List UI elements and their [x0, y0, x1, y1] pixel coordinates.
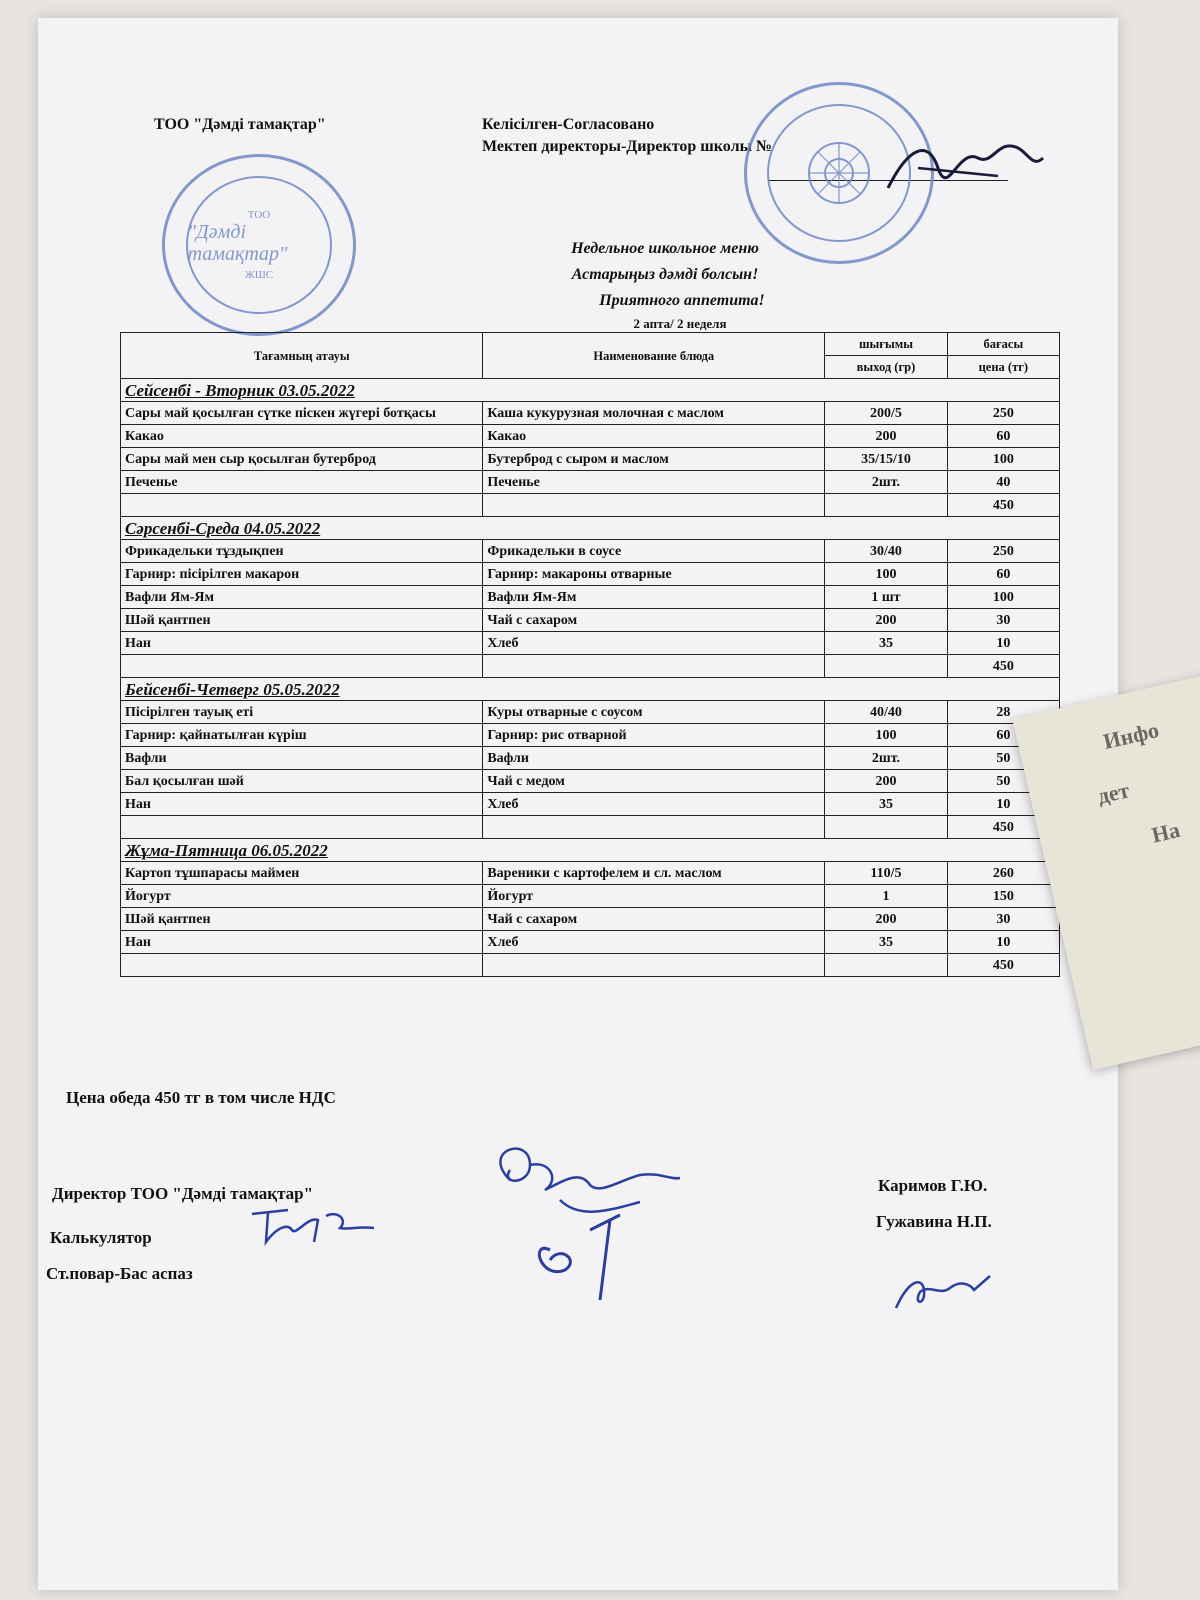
empty-cell: [825, 494, 947, 517]
dish-yield: 200: [825, 908, 947, 931]
table-row: [121, 402, 1060, 425]
empty-cell: [483, 494, 825, 517]
day-title: Жұма-Пятница 06.05.2022: [121, 839, 1060, 862]
dish-price: 10: [947, 793, 1059, 816]
dish-price: 260: [947, 862, 1059, 885]
dish-price: 60: [947, 563, 1059, 586]
day-total-row: [121, 494, 1060, 517]
table-row: [121, 586, 1060, 609]
calculator-signature: [248, 1206, 378, 1250]
dish-yield: 200: [825, 609, 947, 632]
empty-cell: [121, 655, 483, 678]
dish-name-kz: Гарнир: қайнатылған күріш: [121, 724, 483, 747]
price-note: Цена обеда 450 тг в том числе НДС: [66, 1088, 336, 1107]
dish-name-ru: Каша кукурузная молочная с маслом: [483, 402, 825, 425]
dish-name-kz: Фрикадельки тұздықпен: [121, 540, 483, 563]
dish-yield: 35: [825, 793, 947, 816]
dish-name-kz: Вафли Ям-Ям: [121, 586, 483, 609]
table-row: [121, 724, 1060, 747]
day-header-row: [121, 517, 1060, 540]
card-line-1: Инфо: [1100, 717, 1162, 755]
dish-name-kz: Бал қосылған шәй: [121, 770, 483, 793]
header-price-kz: бағасы: [947, 333, 1059, 356]
dish-name-ru: Фрикадельки в соусе: [483, 540, 825, 563]
dish-name-ru: Бутерброд с сыром и маслом: [483, 448, 825, 471]
dish-name-ru: Хлеб: [483, 632, 825, 655]
table-row: [121, 770, 1060, 793]
header-yield-ru: выход (гр): [825, 356, 947, 379]
dish-name-ru: Гарнир: рис отварной: [483, 724, 825, 747]
dish-yield: 35/15/10: [825, 448, 947, 471]
day-total: 450: [947, 655, 1059, 678]
dish-name-ru: Вареники с картофелем и сл. маслом: [483, 862, 825, 885]
dish-yield: 200: [825, 770, 947, 793]
empty-cell: [483, 655, 825, 678]
director-label: Директор ТОО "Дәмді тамақтар": [52, 1184, 314, 1203]
dish-price: 60: [947, 724, 1059, 747]
calculator-name: Гужавина Н.П.: [876, 1212, 992, 1231]
cook-signature: [890, 1266, 1010, 1316]
dish-name-ru: Чай с медом: [483, 770, 825, 793]
empty-cell: [121, 494, 483, 517]
dish-yield: 100: [825, 563, 947, 586]
dish-name-ru: Йогурт: [483, 885, 825, 908]
dish-price: 28: [947, 701, 1059, 724]
table-row: [121, 609, 1060, 632]
dish-price: 50: [947, 770, 1059, 793]
director-signature: [470, 1140, 710, 1310]
dish-yield: 30/40: [825, 540, 947, 563]
dish-name-kz: Сары май қосылған сүтке піскен жүгері ботқасы: [121, 402, 483, 425]
dish-yield: 1 шт: [825, 586, 947, 609]
emblem-icon: [804, 138, 874, 208]
table-row: [121, 747, 1060, 770]
header-name-kz: Тағамның атауы: [121, 333, 483, 379]
day-total-row: [121, 655, 1060, 678]
dish-name-kz: Вафли: [121, 747, 483, 770]
day-title: Сейсенбі - Вторник 03.05.2022: [121, 379, 1060, 402]
table-row: [121, 471, 1060, 494]
day-header-row: [121, 839, 1060, 862]
dish-price: 250: [947, 540, 1059, 563]
table-header-row: [121, 333, 1060, 356]
dish-name-ru: Печенье: [483, 471, 825, 494]
empty-cell: [483, 816, 825, 839]
menu-title: Недельное школьное меню: [571, 240, 759, 257]
dish-name-kz: Картоп тұшпарасы маймен: [121, 862, 483, 885]
agreed-label: Келісілген-Согласовано: [482, 116, 655, 133]
dish-price: 50: [947, 747, 1059, 770]
day-total: 450: [947, 494, 1059, 517]
dish-name-kz: Нан: [121, 632, 483, 655]
dish-name-ru: Чай с сахаром: [483, 609, 825, 632]
table-row: [121, 793, 1060, 816]
menu-greeting-ru: Приятного аппетита!: [599, 292, 765, 309]
table-row: [121, 931, 1060, 954]
empty-cell: [825, 655, 947, 678]
dish-price: 30: [947, 908, 1059, 931]
table-row: [121, 908, 1060, 931]
dish-name-ru: Вафли Ям-Ям: [483, 586, 825, 609]
dish-yield: 1: [825, 885, 947, 908]
empty-cell: [825, 816, 947, 839]
day-total: 450: [947, 816, 1059, 839]
dish-price: 150: [947, 885, 1059, 908]
dish-yield: 110/5: [825, 862, 947, 885]
empty-cell: [121, 816, 483, 839]
dish-price: 100: [947, 586, 1059, 609]
dish-name-ru: Хлеб: [483, 793, 825, 816]
card-line-2: дет: [1095, 777, 1132, 809]
school-director-signature: [878, 128, 1048, 208]
cook-label: Ст.повар-Бас аспаз: [46, 1264, 193, 1283]
card-line-3: На: [1149, 816, 1183, 848]
day-header-row: [121, 379, 1060, 402]
menu-greeting-kz: Астарыңыз дәмді болсын!: [571, 266, 759, 283]
dish-name-ru: Куры отварные с соусом: [483, 701, 825, 724]
menu-table: [120, 332, 1060, 977]
dish-name-ru: Чай с сахаром: [483, 908, 825, 931]
stamp-name-text: "Дәмді тамақтар": [187, 221, 288, 265]
empty-cell: [121, 954, 483, 977]
table-row: [121, 862, 1060, 885]
dish-price: 10: [947, 632, 1059, 655]
day-total-row: [121, 954, 1060, 977]
day-total: 450: [947, 954, 1059, 977]
stamp-bottom-text: ЖШС: [244, 269, 274, 281]
dish-name-kz: Шәй қантпен: [121, 908, 483, 931]
table-row: [121, 425, 1060, 448]
company-name: ТОО "Дәмді тамақтар": [154, 116, 326, 133]
stamp-top-text: ТОО: [247, 209, 271, 221]
table-row: [121, 885, 1060, 908]
day-total-row: [121, 816, 1060, 839]
dish-price: 40: [947, 471, 1059, 494]
dish-name-kz: Пісірілген тауық еті: [121, 701, 483, 724]
dish-name-ru: Какао: [483, 425, 825, 448]
dish-yield: 100: [825, 724, 947, 747]
table-row: [121, 563, 1060, 586]
dish-name-kz: Гарнир: пісірілген макарон: [121, 563, 483, 586]
dish-price: 250: [947, 402, 1059, 425]
dish-yield: 2шт.: [825, 747, 947, 770]
dish-name-ru: Гарнир: макароны отварные: [483, 563, 825, 586]
director-name: Каримов Г.Ю.: [878, 1176, 988, 1195]
header-price-ru: цена (тг): [947, 356, 1059, 379]
dish-name-kz: Сары май мен сыр қосылған бутерброд: [121, 448, 483, 471]
day-title: Сәрсенбі-Среда 04.05.2022: [121, 517, 1060, 540]
dish-yield: 2шт.: [825, 471, 947, 494]
table-row: [121, 632, 1060, 655]
dish-price: 60: [947, 425, 1059, 448]
dish-price: 100: [947, 448, 1059, 471]
dish-yield: 35: [825, 931, 947, 954]
director-school-label: Мектеп директоры-Директор школы №: [482, 138, 773, 155]
dish-name-kz: Печенье: [121, 471, 483, 494]
calculator-label: Калькулятор: [50, 1228, 152, 1247]
week-label: 2 апта/ 2 неделя: [633, 316, 727, 331]
dish-price: 30: [947, 609, 1059, 632]
empty-cell: [825, 954, 947, 977]
dish-name-ru: Хлеб: [483, 931, 825, 954]
empty-cell: [483, 954, 825, 977]
dish-yield: 35: [825, 632, 947, 655]
dish-yield: 200: [825, 425, 947, 448]
header-yield-kz: шығымы: [825, 333, 947, 356]
dish-name-kz: Нан: [121, 931, 483, 954]
dish-price: 10: [947, 931, 1059, 954]
header-name-ru: Наименование блюда: [483, 333, 825, 379]
day-title: Бейсенбі-Четверг 05.05.2022: [121, 678, 1060, 701]
table-row: [121, 540, 1060, 563]
table-row: [121, 448, 1060, 471]
dish-yield: 40/40: [825, 701, 947, 724]
day-header-row: [121, 678, 1060, 701]
dish-name-kz: Йогурт: [121, 885, 483, 908]
dish-name-kz: Нан: [121, 793, 483, 816]
dish-yield: 200/5: [825, 402, 947, 425]
table-row: [121, 701, 1060, 724]
dish-name-kz: Какао: [121, 425, 483, 448]
dish-name-ru: Вафли: [483, 747, 825, 770]
dish-name-kz: Шәй қантпен: [121, 609, 483, 632]
